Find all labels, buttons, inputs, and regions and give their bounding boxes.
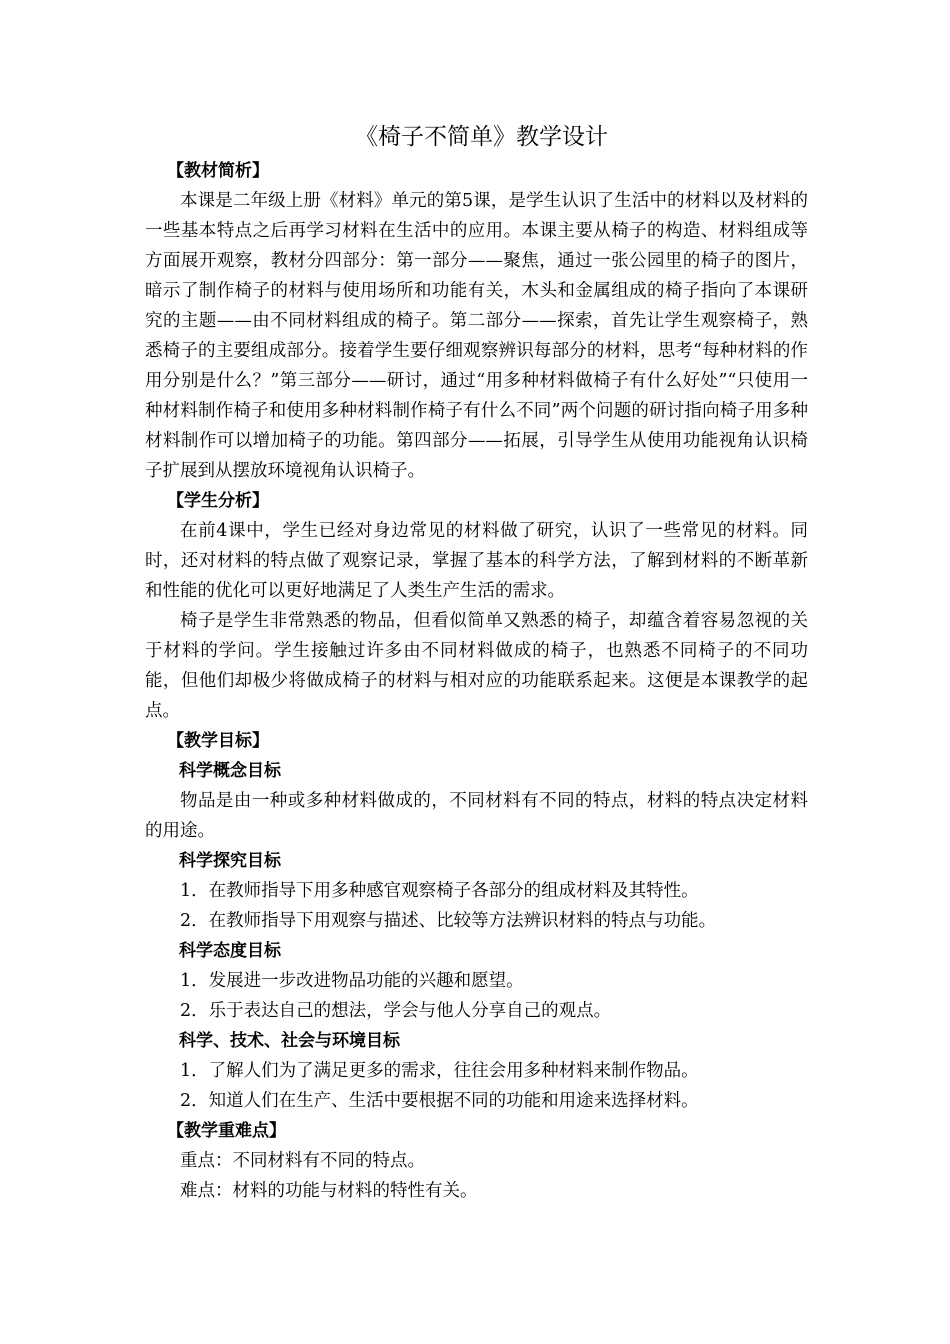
inquiry-goal-item-2: 2．在教师指导下用观察与描述、比较等方法辨识材料的特点与功能。 [180,911,717,931]
key-point-text: 重点：不同材料有不同的特点。 [180,1151,425,1171]
document-page [145,118,808,1206]
subheading-sts-goal: 科学、技术、社会与环境目标 [179,1031,400,1051]
subheading-attitude-goal: 科学态度目标 [179,941,281,961]
attitude-goal-item-2: 2．乐于表达自己的想法，学会与他人分享自己的观点。 [180,1001,612,1021]
difficulty-text: 难点：材料的功能与材料的特性有关。 [180,1181,478,1201]
textbook-analysis-paragraph: 本课是二年级上册《材料》单元的第5课，是学生认识了生活中的材料以及材料的一些基本特点之后再学习材料在生活中的应用。本课主要从椅子的构造、材料组成等方面展开观察，教材分四部分：第一部分——聚焦，通过一张公园里的椅子的图片，暗示了制作椅子的材料与使用场所和功能有关，木头和金属组成的椅子指向了本课研究的主题——由不同材料组成的椅子。第二部分——探索，首先让学生观察椅子，熟悉椅子的主要组成部分。接着学生要仔细观察辨识每部分的材料，思考“每种材料的作用分别是什么？”第三部分——研讨，通过“用多种材料做椅子有什么好处”“只使用一种材料制作椅子和使用多种材料制作椅子有什么不同”两个问题的研讨指向椅子用多种材料制作可以增加椅子的功能。第四部分——拓展，引导学生从使用功能视角认识椅子扩展到从摆放环境视角认识椅子。 [145,191,808,481]
document-title: 《椅子不简单》教学设计 [355,124,608,150]
section-heading-student-analysis: 【学生分析】 [167,491,269,511]
sts-goal-item-1: 1．了解人们为了满足更多的需求，往往会用多种材料来制作物品。 [180,1061,699,1081]
sts-goal-item-2: 2．知道人们在生产、生活中要根据不同的功能和用途来选择材料。 [180,1091,699,1111]
section-heading-teaching-goals: 【教学目标】 [167,731,269,751]
subheading-inquiry-goal: 科学探究目标 [179,851,281,871]
inquiry-goal-item-1: 1．在教师指导下用多种感官观察椅子各部分的组成材料及其特性。 [180,881,699,901]
attitude-goal-item-1: 1．发展进一步改进物品功能的兴趣和愿望。 [180,971,524,991]
student-analysis-paragraph-2: 椅子是学生非常熟悉的物品，但看似简单又熟悉的椅子，却蕴含着容易忽视的关于材料的学问。学生接触过许多由不同材料做成的椅子，也熟悉不同椅子的不同功能，但他们却极少将做成椅子的材料与相对应的功能联系起来。这便是本课教学的起点。 [145,611,808,721]
section-heading-textbook-analysis: 【教材简析】 [167,161,269,181]
student-analysis-paragraph-1: 在前4课中，学生已经对身边常见的材料做了研究，认识了一些常见的材料。同时，还对材料的特点做了观察记录，掌握了基本的科学方法，了解到材料的不断革新和性能的优化可以更好地满足了人类生产生活的需求。 [145,521,808,601]
subheading-concept-goal: 科学概念目标 [179,761,281,781]
section-heading-key-difficult-points: 【教学重难点】 [167,1121,286,1141]
concept-goal-text: 物品是由一种或多种材料做成的，不同材料有不同的特点，材料的特点决定材料的用途。 [145,791,808,841]
